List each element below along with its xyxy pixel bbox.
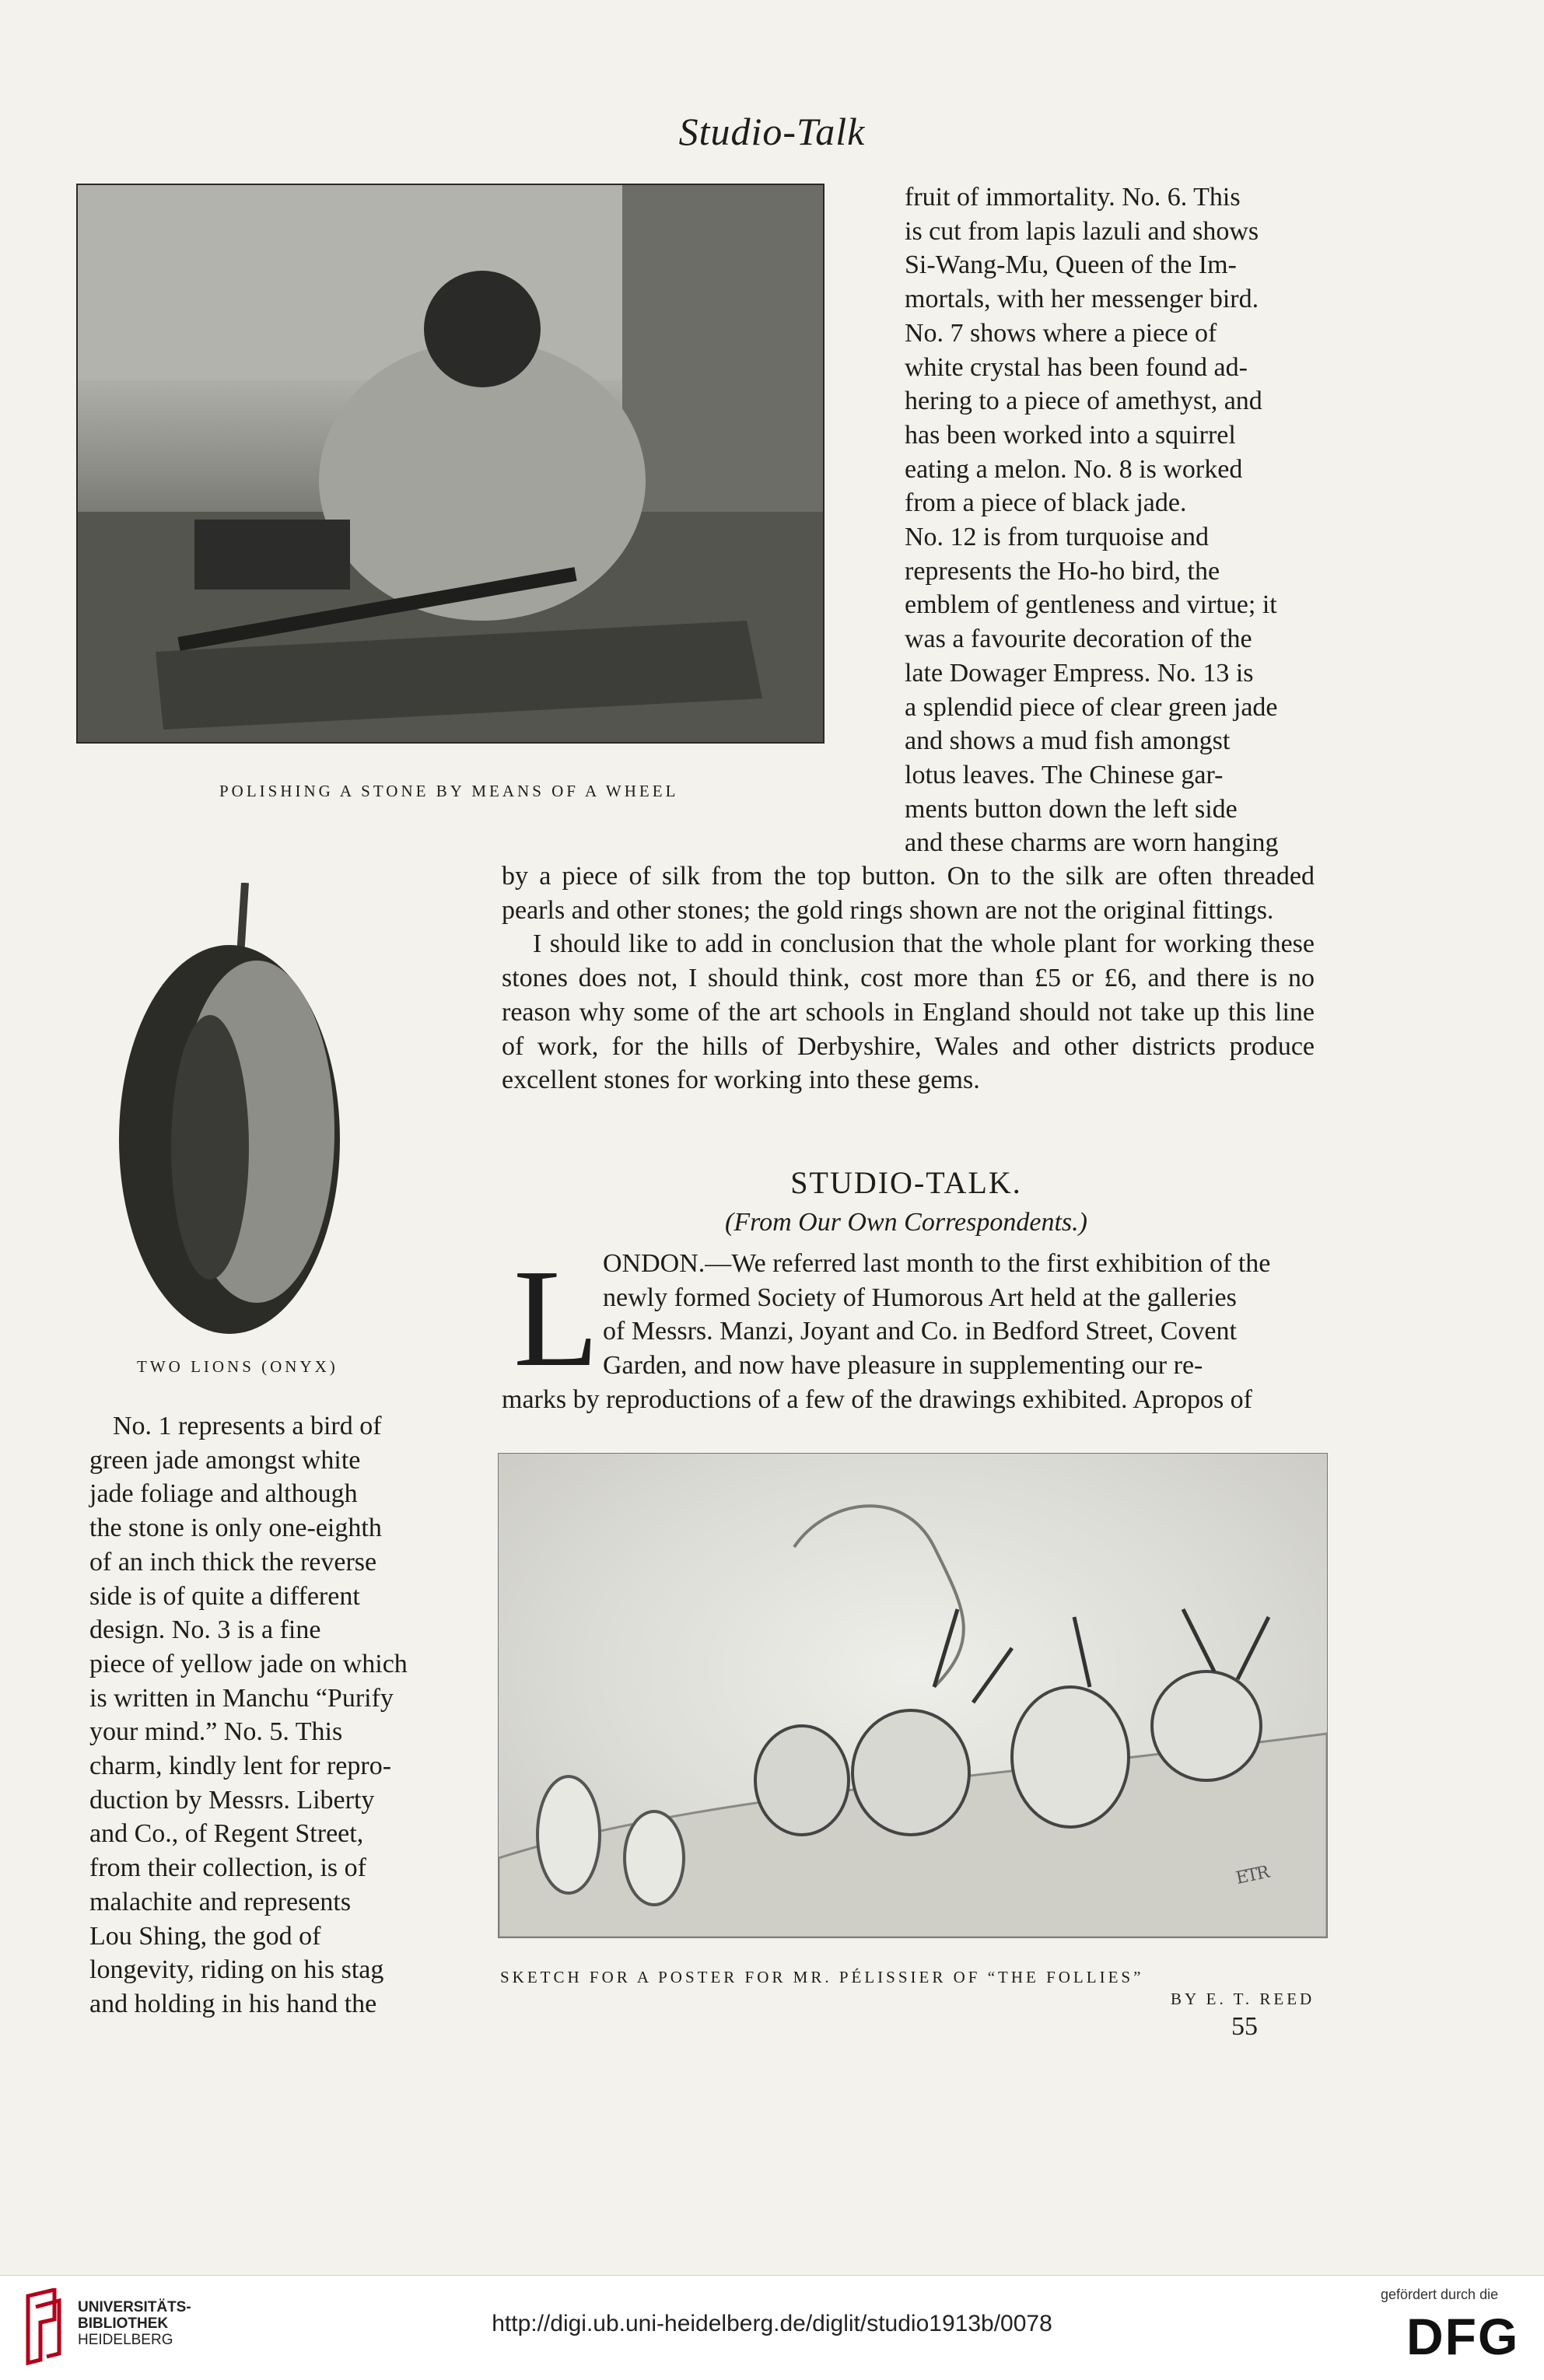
text-line: white crystal has been found ad- [905, 352, 1248, 382]
text-line: jade foliage and although [89, 1479, 358, 1509]
drop-cap: L [513, 1241, 599, 1395]
caption-polishing-stone: POLISHING A STONE BY MEANS OF A WHEEL [219, 782, 679, 800]
text-line: green jade amongst white [89, 1445, 361, 1475]
text-line: has been worked into a squirrel [905, 420, 1236, 450]
text-line: newly formed Society of Humorous Art held at the galleries [603, 1283, 1237, 1312]
caption-sketch-credit: BY E. T. REED [1171, 1990, 1315, 2008]
running-title: Studio-Talk [678, 110, 866, 153]
funded-by-label: gefördert durch die [1381, 2287, 1499, 2302]
text-line: from their collection, is of [89, 1853, 366, 1883]
library-name-line: BIBLIOTHEK [78, 2315, 169, 2332]
text-line: piece of yellow jade on which [89, 1649, 408, 1678]
photo-polishing-stone [76, 184, 825, 744]
source-url-link[interactable]: http://digi.ub.uni-heidelberg.de/diglit/studio1913b/0078 [492, 2311, 1052, 2336]
text-line: hering to a piece of amethyst, and [905, 387, 1262, 416]
text-line: and shows a mud fish amongst [905, 726, 1231, 756]
text-line: fruit of immortality. No. 6. This [905, 183, 1241, 212]
wide-paragraphs [502, 859, 1315, 1097]
library-name-line: UNIVERSITÄTS- [78, 2299, 191, 2315]
page-number: 55 [1231, 2012, 1258, 2041]
text-line: and Co., of Regent Street, [89, 1819, 364, 1849]
text-line: is cut from lapis lazuli and shows [905, 216, 1259, 246]
text-line: mortals, with her messenger bird. [905, 285, 1259, 314]
lead-paragraph [603, 1247, 1315, 1383]
text-line: and holding in his hand the [89, 1989, 377, 2018]
section-subtitle: (From Our Own Correspondents.) [725, 1208, 1087, 1237]
right-column-text [905, 180, 1313, 860]
text-line: No. 1 represents a bird of [113, 1412, 382, 1440]
text-line: design. No. 3 is a fine [89, 1615, 321, 1645]
text-line: emblem of gentleness and virtue; it [905, 590, 1277, 620]
text-line: eating a melon. No. 8 is worked [905, 454, 1243, 484]
footer-bar [0, 2275, 1544, 2380]
section-title: STUDIO-TALK. [790, 1165, 1022, 1200]
text-line: your mind.” No. 5. This [89, 1717, 343, 1747]
text-line: represents the Ho-ho bird, the [905, 556, 1220, 586]
dfg-logo: DFG [1406, 2308, 1520, 2365]
lead-paragraph-last-line: marks by reproductions of a few of the drawings exhibited. Apropos of [502, 1385, 1252, 1414]
text-line: duction by Messrs. Liberty [89, 1785, 375, 1815]
library-name-line: HEIDELBERG [78, 2332, 173, 2348]
text-line: was a favourite decoration of the [905, 625, 1252, 654]
text-line: from a piece of black jade. [905, 488, 1187, 518]
paragraph: by a piece of silk from the top button. On to the silk are often threaded pearls and other stones; the gold rings shown are not the original fittings. [502, 862, 1315, 925]
text-line: No. 12 is from turquoise and [905, 523, 1209, 552]
photo-two-lions-onyx [109, 883, 350, 1334]
text-line: a splendid piece of clear green jade [905, 692, 1278, 722]
sketch-follies-poster-illustration [499, 1454, 1327, 1937]
text-line: longevity, riding on his stag [89, 1955, 384, 1985]
paragraph: I should like to add in conclusion that the whole plant for working these stones does not, I should think, cost more than £5 or £6, and there is no reason why some of the art schools in England should not take up this line of work, for the hills of Derbyshire, Wales and other districts produce excellent stones for working into these gems. [502, 929, 1315, 1095]
text-line: ONDON.—We referred last month to the first exhibition of the [603, 1249, 1271, 1278]
text-line: late Dowager Empress. No. 13 is [905, 658, 1254, 688]
photo-two-lions-onyx-illustration [109, 883, 350, 1334]
text-line: lotus leaves. The Chinese gar- [905, 760, 1224, 789]
text-line: and these charms are worn hanging [905, 828, 1279, 858]
caption-two-lions-onyx: TWO LIONS (ONYX) [137, 1357, 338, 1376]
sketch-follies-poster [498, 1453, 1328, 1938]
text-line: Lou Shing, the god of [89, 1921, 321, 1951]
text-line: of an inch thick the reverse [89, 1547, 377, 1577]
photo-polishing-stone-illustration [78, 185, 823, 742]
text-line: side is of quite a different [89, 1581, 360, 1611]
text-line: charm, kindly lent for repro- [89, 1752, 392, 1781]
text-line: is written in Manchu “Purify [89, 1683, 394, 1713]
text-line: Si-Wang-Mu, Queen of the Im- [905, 250, 1237, 280]
left-column-text [89, 1409, 420, 2021]
text-line: of Messrs. Manzi, Joyant and Co. in Bedford Street, Covent [603, 1317, 1237, 1346]
text-line: the stone is only one-eighth [89, 1514, 382, 1543]
text-line: malachite and represents [89, 1887, 352, 1916]
text-line: No. 7 shows where a piece of [905, 318, 1217, 348]
text-line: Garden, and now have pleasure in supplementing our re- [603, 1351, 1203, 1381]
caption-sketch: SKETCH FOR A POSTER FOR MR. PÉLISSIER OF “THE FOLLIES” [500, 1968, 1144, 1986]
text-line: ments button down the left side [905, 794, 1238, 824]
sketch-monogram: ETR [1234, 1862, 1270, 1889]
